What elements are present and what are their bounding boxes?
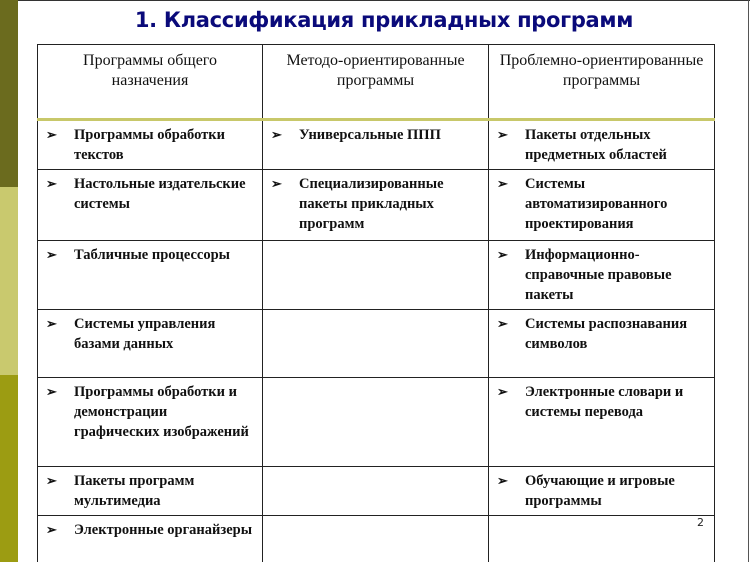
classification-table: [37, 44, 715, 562]
table-row: [38, 170, 715, 241]
list-item-text: Системы автоматизированного проектирования: [525, 176, 668, 232]
list-item: [497, 314, 708, 354]
list-item: [46, 382, 256, 442]
table-header-row: [38, 45, 715, 120]
arrowhead-bullet-icon: ➢: [46, 522, 57, 537]
table-cell: [263, 241, 489, 310]
table-cell: [38, 120, 263, 170]
list-item: [497, 245, 708, 305]
list-item: [497, 382, 708, 422]
page-number: 2: [697, 516, 704, 529]
list-item: [46, 471, 256, 511]
table-cell: [38, 310, 263, 378]
list-item-text: Пакеты программ мультимедиа: [74, 473, 195, 509]
list-item: [46, 125, 256, 165]
arrowhead-bullet-icon: ➢: [46, 247, 57, 262]
list-item: [497, 471, 708, 511]
list-item-text: Табличные процессоры: [74, 247, 230, 263]
table-cell: [38, 241, 263, 310]
list-item-text: Универсальные ППП: [299, 127, 441, 143]
list-item: [497, 125, 708, 165]
column-header-general: [38, 45, 263, 120]
list-item: [271, 125, 482, 145]
arrowhead-bullet-icon: ➢: [46, 384, 57, 399]
table-cell: [489, 516, 715, 562]
arrowhead-bullet-icon: ➢: [497, 247, 508, 262]
list-item: [46, 174, 256, 214]
column-header-method: [263, 45, 489, 120]
slide-title: 1. Классификация прикладных программ: [134, 8, 634, 32]
arrowhead-bullet-icon: ➢: [497, 176, 508, 191]
table-row: [38, 241, 715, 310]
column-header-problem: [489, 45, 715, 120]
list-item-text: Программы обработки текстов: [74, 127, 225, 163]
arrowhead-bullet-icon: ➢: [497, 127, 508, 142]
decor-stripe-top: [0, 0, 18, 187]
decor-stripe-middle: [0, 187, 18, 375]
list-item-text: Электронные органайзеры: [74, 522, 253, 538]
list-item: [271, 174, 482, 234]
table-cell: [263, 467, 489, 516]
table-cell: [38, 467, 263, 516]
table-cell: [489, 310, 715, 378]
column-header-label: Программы общего назначения: [83, 52, 217, 89]
list-item: [46, 314, 256, 354]
table-cell: [489, 120, 715, 170]
arrowhead-bullet-icon: ➢: [271, 176, 282, 191]
list-item-text: Настольные издательские системы: [74, 176, 246, 212]
table-row: [38, 378, 715, 467]
arrowhead-bullet-icon: ➢: [497, 384, 508, 399]
list-item-text: Программы обработки и демонстрации графических изображений: [74, 384, 249, 440]
column-header-label: Методо-ориентированные программы: [286, 52, 465, 89]
table-cell: [489, 241, 715, 310]
table-cell: [38, 516, 263, 562]
slide-frame-top: [18, 0, 750, 1]
decor-stripe-bottom: [0, 375, 18, 562]
list-item-text: Пакеты отдельных предметных областей: [525, 127, 667, 163]
table-cell: [38, 378, 263, 467]
table-cell: [263, 170, 489, 241]
arrowhead-bullet-icon: ➢: [497, 316, 508, 331]
table-row: [38, 516, 715, 562]
list-item-text: Системы распознавания символов: [525, 316, 688, 352]
table-cell: [489, 467, 715, 516]
arrowhead-bullet-icon: ➢: [46, 176, 57, 191]
list-item-text: Электронные словари и системы перевода: [525, 384, 684, 420]
table-row: [38, 120, 715, 170]
slide-frame-right: [748, 0, 749, 562]
table-row: [38, 310, 715, 378]
table-cell: [263, 120, 489, 170]
table-cell: [263, 310, 489, 378]
arrowhead-bullet-icon: ➢: [46, 127, 57, 142]
arrowhead-bullet-icon: ➢: [46, 316, 57, 331]
column-header-label: Проблемно-ориентированные программы: [499, 52, 704, 89]
list-item: [46, 245, 256, 265]
list-item: [46, 520, 256, 540]
arrowhead-bullet-icon: ➢: [46, 473, 57, 488]
table-cell: [489, 170, 715, 241]
list-item: [497, 174, 708, 234]
list-item-text: Обучающие и игровые программы: [525, 473, 675, 509]
list-item-text: Информационно-справочные правовые пакеты: [525, 247, 672, 303]
table-cell: [489, 378, 715, 467]
arrowhead-bullet-icon: ➢: [497, 473, 508, 488]
arrowhead-bullet-icon: ➢: [271, 127, 282, 142]
list-item-text: Специализированные пакеты прикладных программ: [299, 176, 444, 232]
table-row: [38, 467, 715, 516]
table-cell: [263, 516, 489, 562]
list-item-text: Системы управления базами данных: [74, 316, 216, 352]
table-cell: [38, 170, 263, 241]
table-cell: [263, 378, 489, 467]
